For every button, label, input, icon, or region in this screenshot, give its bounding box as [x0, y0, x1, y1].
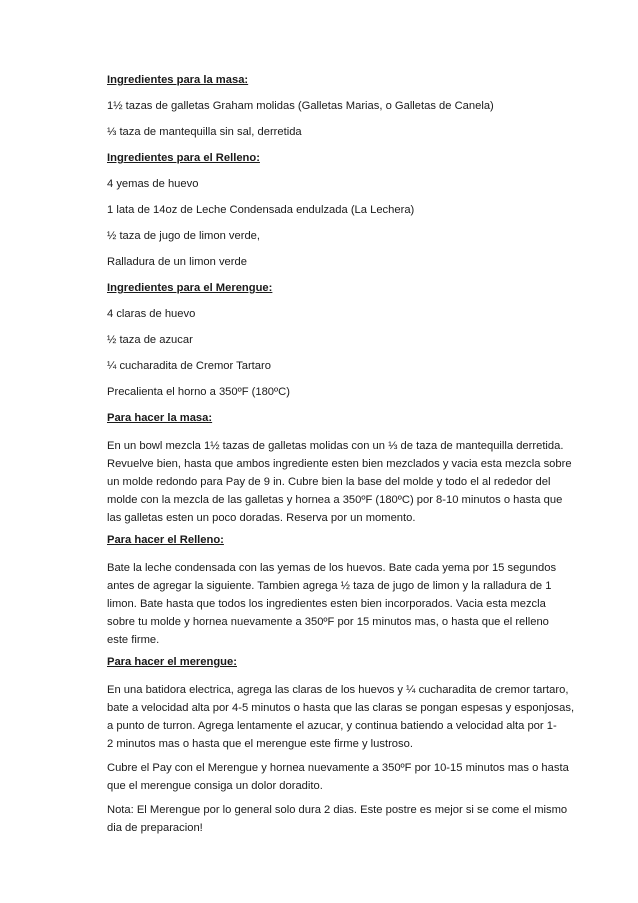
paragraph-line: En una batidora electrica, agrega las claras de los huevos y ¼ cucharadita de cremor tartaro,	[107, 684, 569, 696]
filling-ingredient-item: Ralladura de un limon verde	[107, 256, 247, 268]
meringue-ingredients-heading: Ingredientes para el Merengue:	[107, 282, 273, 294]
paragraph-line: 2 minutos mas o hasta que el merengue este firme y lustroso.	[107, 738, 413, 750]
meringue-ingredient-item: 4 claras de huevo	[107, 308, 196, 320]
crust-ingredient-item: ⅓ taza de mantequilla sin sal, derretida	[107, 126, 302, 138]
make-crust-paragraph	[107, 437, 593, 527]
meringue-ingredient-item: ¼ cucharadita de Cremor Tartaro	[107, 360, 271, 372]
paragraph-line: a punto de turron. Agrega lentamente el azucar, y continua batiendo a velocidad alta por 1-	[107, 720, 557, 732]
paragraph-line: este firme.	[107, 634, 160, 646]
paragraph-line: Nota: El Merengue por lo general solo dura 2 dias. Este postre es mejor si se come el mismo	[107, 804, 568, 816]
make-meringue-heading: Para hacer el merengue:	[107, 656, 237, 668]
paragraph-line: molde con la mezcla de las galletas y hornea a 350ºF (180ºC) por 8-10 minutos o hasta que	[107, 494, 563, 506]
make-meringue-paragraph	[107, 681, 593, 753]
paragraph-line: bate a velocidad alta por 4-5 minutos o hasta que las claras se pongan espesas y esponjosas,	[107, 702, 575, 714]
paragraph-line: Revuelve bien, hasta que ambos ingrediente esten bien mezclados y vacia esta mezcla sobre	[107, 458, 572, 470]
paragraph-line: Cubre el Pay con el Merengue y hornea nuevamente a 350ºF por 10-15 minutos mas o hasta	[107, 762, 569, 774]
crust-ingredient-item: 1½ tazas de galletas Graham molidas (Galletas Marias, o Galletas de Canela)	[107, 100, 494, 112]
make-filling-heading: Para hacer el Relleno:	[107, 534, 224, 546]
preheat-instruction: Precalienta el horno a 350ºF (180ºC)	[107, 386, 290, 398]
paragraph-line: sobre tu molde y hornea nuevamente a 350ºF por 15 minutos mas, o hasta que el relleno	[107, 616, 549, 628]
paragraph-line: En un bowl mezcla 1½ tazas de galletas molidas con un ⅓ de taza de mantequilla derretida.	[107, 440, 564, 452]
filling-ingredient-item: ½ taza de jugo de limon verde,	[107, 230, 260, 242]
filling-ingredient-item: 4 yemas de huevo	[107, 178, 199, 190]
paragraph-line: que el merengue consiga un dolor doradito.	[107, 780, 323, 792]
paragraph-line: antes de agregar la siguiente. Tambien agrega ½ taza de jugo de limon y la ralladura de 1	[107, 580, 552, 592]
paragraph-line: Bate la leche condensada con las yemas de los huevos. Bate cada yema por 15 segundos	[107, 562, 557, 574]
meringue-ingredient-item: ½ taza de azucar	[107, 334, 193, 346]
paragraph-line: limon. Bate hasta que todos los ingredientes esten bien incorporados. Vacia esta mezcla	[107, 598, 546, 610]
filling-ingredient-item: 1 lata de 14oz de Leche Condensada endulzada (La Lechera)	[107, 204, 415, 216]
make-filling-paragraph	[107, 559, 593, 649]
filling-ingredients-heading: Ingredientes para el Relleno:	[107, 152, 260, 164]
crust-ingredients-heading: Ingredientes para la masa:	[107, 74, 249, 86]
paragraph-line: las galletas esten un poco doradas. Reserva por un momento.	[107, 512, 416, 524]
recipe-document	[107, 73, 593, 843]
paragraph-line: un molde redondo para Pay de 9 in. Cubre bien la base del molde y todo el al rededor del	[107, 476, 551, 488]
paragraph-line: dia de preparacion!	[107, 822, 203, 834]
make-crust-heading: Para hacer la masa:	[107, 412, 213, 424]
note-paragraph	[107, 801, 593, 837]
cover-and-bake-paragraph	[107, 759, 593, 795]
